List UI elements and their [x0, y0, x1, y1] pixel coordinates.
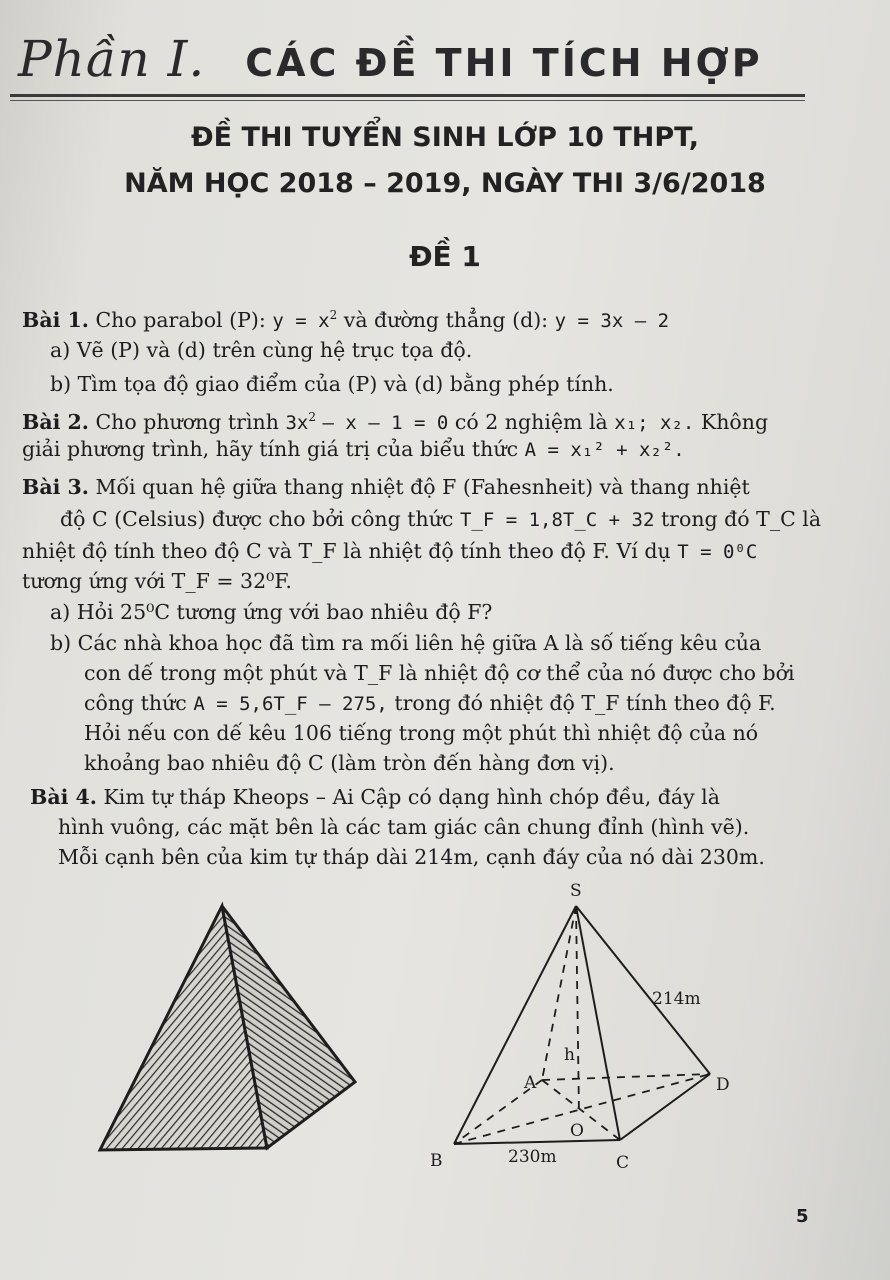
edge-length-label: 214m	[652, 989, 701, 1009]
equation: 3x	[285, 411, 309, 434]
problem-2-text-2: giải phương trình, hãy tính giá trị của biểu thức	[22, 437, 519, 461]
problem-3-part-b-line2: con dế trong một phút và T_F là nhiệt độ cơ thể của nó được cho bởi	[84, 661, 795, 685]
roots: x₁; x₂.	[614, 411, 695, 434]
part-label: Phần I.	[18, 30, 206, 88]
heading-rule-thin	[10, 100, 805, 101]
vertex-d-label: D	[716, 1075, 730, 1095]
problem-4-line2: hình vuông, các mặt bên là các tam giác cân chung đỉnh (hình vẽ).	[58, 815, 750, 839]
vertex-a-label: A	[524, 1073, 537, 1093]
problem-3-part-b-line4: Hỏi nếu con dế kêu 106 tiếng trong một phút thì nhiệt độ của nó	[84, 721, 759, 745]
formula-a: A = 5,6T_F – 275,	[193, 693, 388, 715]
problem-1-text-mid: và đường thẳng (d):	[343, 307, 549, 332]
problem-3-text-b3: công thức	[84, 691, 187, 715]
pyramid-geometry-figure	[430, 878, 740, 1178]
height-h-label: h	[564, 1045, 575, 1065]
problem-2-line2	[22, 436, 685, 463]
problem-3-line1	[22, 474, 750, 500]
expression-a: A = x₁² + x₂².	[524, 439, 685, 461]
problem-3-label: Bài 3.	[22, 475, 89, 499]
vertex-b-label: B	[430, 1151, 443, 1171]
page-number: 5	[796, 1206, 809, 1227]
problem-3-text-2: độ C (Celsius) được cho bởi công thức	[60, 507, 454, 531]
example-temp: T = 0⁰C	[677, 541, 758, 563]
problem-2-label: Bài 2.	[22, 409, 89, 434]
problem-3-line2	[60, 506, 821, 533]
problem-3-line3	[22, 538, 757, 565]
pyramid-hatched-illustration	[95, 900, 365, 1160]
line-equation: y = 3x – 2	[554, 309, 670, 332]
vertex-s-label: S	[570, 881, 582, 901]
problem-4-line3: Mỗi cạnh bên của kim tự tháp dài 214m, cạnh đáy của nó dài 230m.	[58, 845, 765, 869]
problem-4-label: Bài 4.	[30, 785, 97, 809]
problem-1-part-a: a) Vẽ (P) và (d) trên cùng hệ trục tọa độ.	[50, 338, 473, 362]
problem-3-part-b-line5: khoảng bao nhiêu độ C (làm tròn đến hàng đơn vị).	[84, 751, 615, 775]
part-heading	[18, 30, 763, 88]
exam-title-line1: ĐỀ THI TUYỂN SINH LỚP 10 THPT,	[191, 122, 699, 153]
equation-rest: – x – 1 = 0	[322, 411, 449, 434]
base-length-label: 230m	[508, 1147, 557, 1167]
problem-2-line1	[22, 404, 768, 436]
problem-3-text-3: nhiệt độ tính theo độ C và T_F là nhiệt độ tính theo độ F. Ví dụ	[22, 539, 671, 563]
problem-3-part-a: a) Hỏi 25⁰C tương ứng với bao nhiêu độ F?	[50, 600, 493, 624]
problem-2-text-mid: có 2 nghiệm là	[454, 409, 608, 434]
vertex-c-label: C	[616, 1153, 630, 1173]
problem-1-label: Bài 1.	[22, 307, 89, 332]
center-o-label: O	[570, 1121, 584, 1141]
problem-3-line4: tương ứng với T_F = 32⁰F.	[22, 569, 292, 593]
part-title-text: CÁC ĐỀ THI TÍCH HỢP	[245, 41, 763, 85]
exponent: 2	[329, 308, 338, 322]
problem-2-text: Cho phương trình	[95, 409, 279, 434]
exam-title-line2: NĂM HỌC 2018 – 2019, NGÀY THI 3/6/2018	[124, 168, 766, 199]
problem-1-text: Cho parabol (P):	[95, 307, 266, 332]
problem-4-text: Kim tự tháp Kheops – Ai Cập có dạng hình chóp đều, đáy là	[103, 785, 720, 809]
exponent: 2	[308, 410, 316, 424]
problem-3-text-b3b: trong đó nhiệt độ T_F tính theo độ F.	[394, 691, 776, 715]
problem-2-text-end: Không	[700, 409, 769, 434]
exam-set-title: ĐỀ 1	[409, 240, 481, 273]
formula-tf: T_F = 1,8T_C + 32	[459, 509, 655, 531]
problem-3-text-2b: trong đó T_C là	[660, 507, 822, 531]
problem-1-part-b: b) Tìm tọa độ giao điểm của (P) và (d) bằng phép tính.	[50, 372, 614, 396]
heading-rule	[10, 94, 805, 97]
problem-3-part-b-line3	[84, 690, 776, 717]
problem-1-line1	[22, 302, 669, 334]
parabol-equation: y = x	[272, 309, 330, 332]
problem-3-text: Mối quan hệ giữa thang nhiệt độ F (Fahesnheit) và thang nhiệt	[95, 475, 750, 499]
problem-4-line1	[30, 784, 720, 810]
problem-3-part-b-line1: b) Các nhà khoa học đã tìm ra mối liên hệ giữa A là số tiếng kêu của	[50, 631, 762, 655]
